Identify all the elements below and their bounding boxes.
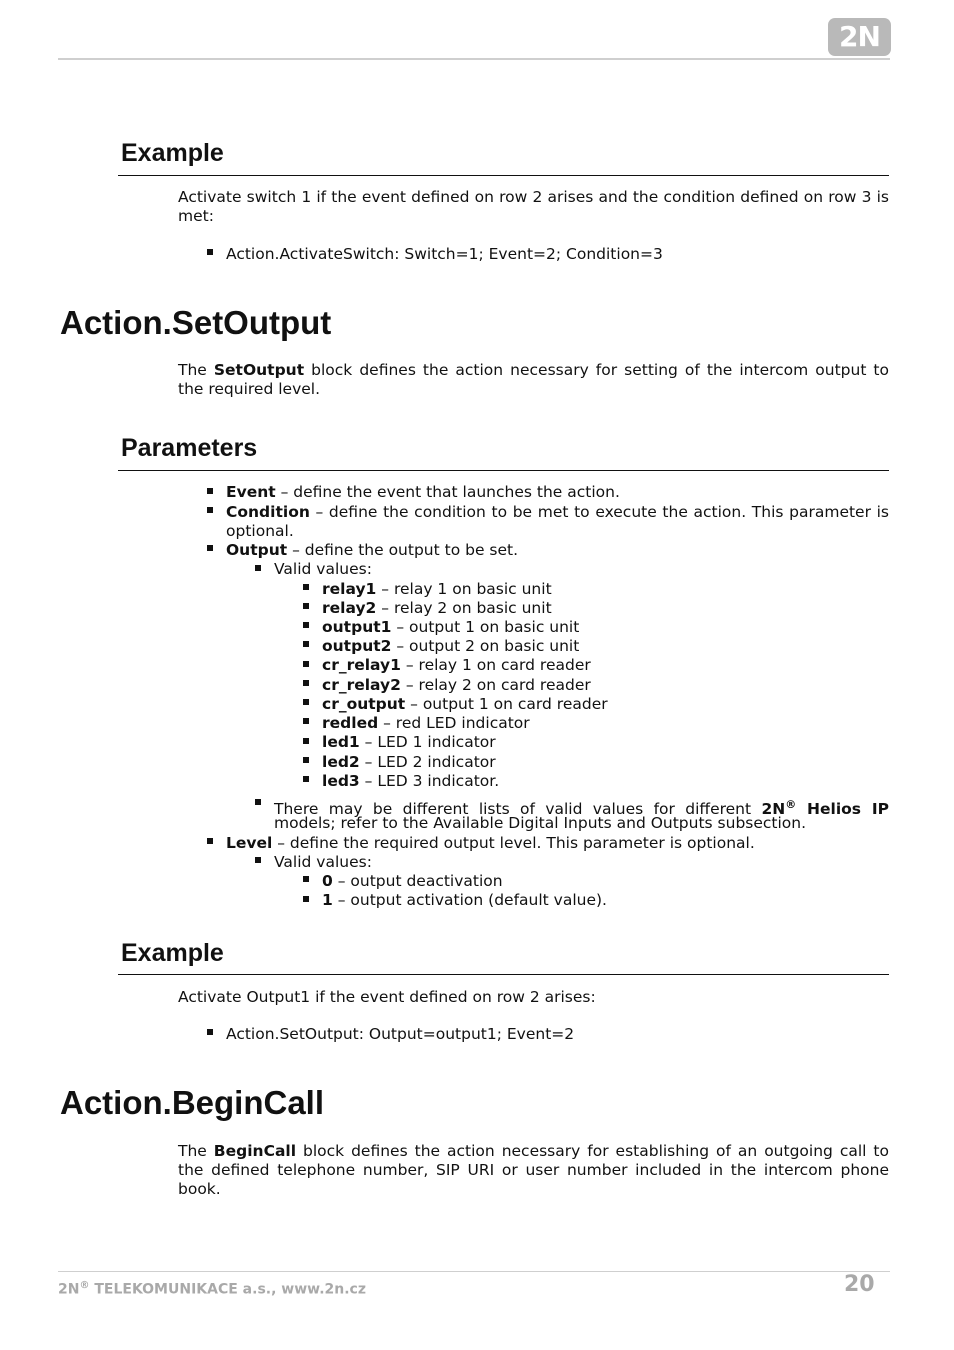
bullet-icon bbox=[303, 776, 309, 782]
bullet-icon bbox=[207, 488, 213, 494]
param-condition: Condition – define the condition to be met to execute the action. This parameter is optional. bbox=[226, 503, 889, 541]
bullet-icon bbox=[207, 507, 213, 513]
param-output: Output – define the output to be set. bbox=[226, 541, 519, 559]
bullet-icon bbox=[207, 1029, 213, 1035]
output-value-item: output2 – output 2 on basic unit bbox=[322, 637, 580, 655]
page-number: 20 bbox=[844, 1272, 875, 1297]
level-value-item: 0 – output deactivation bbox=[322, 872, 503, 890]
param-event: Event – define the event that launches the action. bbox=[226, 483, 620, 501]
bullet-icon bbox=[303, 661, 309, 667]
output-value-item: led3 – LED 3 indicator. bbox=[322, 772, 500, 790]
bullet-icon bbox=[255, 799, 261, 805]
bullet-icon bbox=[303, 603, 309, 609]
section-heading-example: Example bbox=[121, 939, 224, 967]
output-value-item: cr_relay2 – relay 2 on card reader bbox=[322, 676, 591, 694]
bullet-icon bbox=[303, 757, 309, 763]
list-item-example: Action.ActivateSwitch: Switch=1; Event=2; Condition=3 bbox=[226, 245, 663, 263]
example-paragraph: Activate switch 1 if the event defined on row 2 arises and the condition defined on row 3 is met: bbox=[178, 188, 889, 226]
bullet-icon bbox=[303, 680, 309, 686]
output-value-item: cr_output – output 1 on card reader bbox=[322, 695, 608, 713]
section-heading-parameters: Parameters bbox=[121, 434, 258, 462]
bullet-icon bbox=[303, 896, 309, 902]
bullet-icon bbox=[303, 699, 309, 705]
param-level: Level – define the required output level. This parameter is optional. bbox=[226, 834, 755, 852]
output-value-item: led1 – LED 1 indicator bbox=[322, 733, 496, 751]
page-title-begincall: Action.BeginCall bbox=[60, 1084, 325, 1121]
bullet-icon bbox=[255, 857, 261, 863]
footer-rule bbox=[58, 1271, 890, 1272]
output-value-item: redled – red LED indicator bbox=[322, 714, 530, 732]
header-rule bbox=[58, 58, 890, 60]
level-value-item: 1 – output activation (default value). bbox=[322, 891, 607, 909]
bullet-icon bbox=[207, 838, 213, 844]
bullet-icon bbox=[303, 718, 309, 724]
models-note-line1: There may be different lists of valid values for different 2N® Helios IP bbox=[274, 798, 889, 819]
setoutput-intro: The SetOutput block defines the action necessary for setting of the intercom output to the required level. bbox=[178, 361, 889, 399]
bullet-icon bbox=[303, 738, 309, 744]
bullet-icon bbox=[303, 876, 309, 882]
models-note-line2: models; refer to the Available Digital Inputs and Outputs subsection. bbox=[274, 814, 807, 832]
list-item-example: Action.SetOutput: Output=output1; Event=2 bbox=[226, 1025, 575, 1043]
heading-rule bbox=[118, 470, 889, 471]
output-value-item: relay1 – relay 1 on basic unit bbox=[322, 580, 552, 598]
output-value-item: led2 – LED 2 indicator bbox=[322, 753, 496, 771]
valid-values-label: Valid values: bbox=[274, 560, 372, 578]
section-heading-example: Example bbox=[121, 139, 224, 167]
output-value-item: relay2 – relay 2 on basic unit bbox=[322, 599, 552, 617]
output-value-item: output1 – output 1 on basic unit bbox=[322, 618, 580, 636]
page-title-setoutput: Action.SetOutput bbox=[60, 304, 332, 341]
heading-rule bbox=[118, 175, 889, 176]
bullet-icon bbox=[303, 622, 309, 628]
example-paragraph: Activate Output1 if the event defined on row 2 arises: bbox=[178, 988, 596, 1006]
bullet-icon bbox=[207, 249, 213, 255]
bullet-icon bbox=[207, 545, 213, 551]
bullet-icon bbox=[303, 584, 309, 590]
valid-values-label: Valid values: bbox=[274, 853, 372, 871]
begincall-intro: The BeginCall block defines the action necessary for establishing of an outgoing call to the defined telephone number, SIP URI or user number included in the intercom phone book. bbox=[178, 1142, 889, 1199]
bullet-icon bbox=[303, 641, 309, 647]
bullet-icon bbox=[255, 565, 261, 571]
output-value-item: cr_relay1 – relay 1 on card reader bbox=[322, 656, 591, 674]
brand-logo: 2N bbox=[828, 18, 891, 56]
heading-rule bbox=[118, 974, 889, 975]
footer-company: 2N® TELEKOMUNIKACE a.s., www.2n.cz bbox=[58, 1280, 366, 1298]
